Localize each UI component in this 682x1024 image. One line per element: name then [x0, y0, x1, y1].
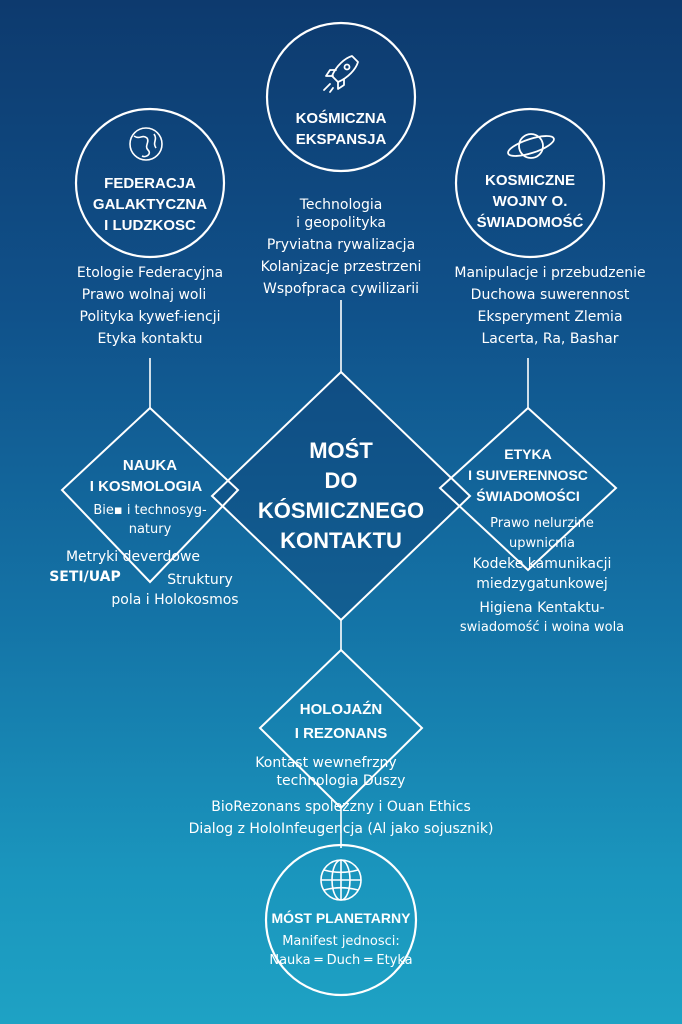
list-item: Wspofpraca cywilizarii [262, 281, 420, 297]
rocket-icon [324, 56, 358, 92]
list-item: Technologia [299, 197, 383, 213]
list-item: BioRezonans spolezzny i Ouan Ethics [211, 799, 471, 815]
left-mid-item: Metryki deverdowe [65, 549, 201, 565]
list-item: Pryviatna rywalizacja [266, 237, 416, 253]
list-item: Eksperyment Zlemia [477, 309, 623, 325]
right-top-title-line: ŚWIADOMOŚĆ [476, 214, 584, 231]
list-item: Duchowa suwerennost [470, 287, 630, 303]
list-item: Nauka ═ Duch ═ Etyka [269, 953, 413, 968]
center-title-line: MOŚT [309, 438, 373, 463]
center-title-line: KONTAKTU [280, 528, 402, 553]
list-item: Kontast wewnefrzny [255, 755, 397, 771]
right-top-title-line: WOJNY O. [492, 193, 568, 210]
left-top-list [50, 262, 250, 350]
right-mid-list [452, 514, 632, 638]
bottom-title: MÓST PLANETARNY [271, 910, 411, 926]
right-mid-title [458, 444, 598, 507]
bottom-mid-title [276, 698, 406, 746]
list-item: Dialog z HoloInfeugencja (Al jako sojusznik) [188, 821, 494, 837]
bottom-mid-title-line: I REZONANS [294, 725, 388, 742]
left-mid-item: pola i Holokosmos [111, 592, 239, 608]
right-mid-title-line: ETYKA [504, 446, 552, 462]
left-top-title-line: I LUDZKOSC [104, 217, 196, 234]
right-top-title [455, 170, 605, 233]
list-item: Etologie Federacyjna [76, 265, 224, 281]
left-top-title-line: FEDERACJA [104, 175, 196, 192]
list-item: miedzygatunkowej [476, 576, 608, 592]
globe-grid-icon [321, 860, 361, 900]
list-item: Higiena Kentaktu- [479, 600, 605, 616]
left-mid-item: Struktury [167, 572, 233, 588]
list-item: Prawo wolnaj woli [81, 287, 207, 303]
center-title-line: DO [324, 468, 358, 493]
left-mid-item: Bie▪ i technosyg- [93, 503, 207, 518]
right-top-title-line: KOSMICZNE [485, 172, 575, 189]
left-mid-title-line: I KOSMOLOGIA [89, 478, 203, 495]
planet-icon [506, 132, 556, 160]
list-item: Etyka kontaktu [97, 331, 203, 347]
top-title-line: EKSPANSJA [295, 131, 387, 148]
globe-icon [130, 128, 162, 160]
left-mid-item: SETI/UAP [49, 569, 121, 585]
list-item: upwnicnia [509, 536, 575, 551]
list-item: Manifest jednosci: [282, 934, 400, 949]
top-list [221, 194, 461, 300]
left-mid-title-line: NAUKA [122, 457, 178, 474]
list-item: Prawo nelurzine [490, 516, 594, 531]
top-title [266, 108, 416, 150]
list-item: Polityka kywef-iencji [79, 309, 221, 325]
left-mid-title [80, 455, 220, 497]
list-item: Manipulacje i przebudzenie [454, 265, 646, 281]
list-item: i geopolityka [296, 215, 386, 231]
center-title-line: KÓSMICZNEGO [257, 498, 425, 523]
right-mid-title-line: I SUIVERENNOSC [468, 467, 588, 483]
list-item: Kodeke kamunikacji [472, 556, 612, 572]
right-mid-title-line: ŚWIADOMOŚCI [476, 488, 580, 504]
left-top-title [75, 173, 225, 236]
list-item: Lacerta, Ra, Bashar [481, 331, 619, 347]
center-title [221, 436, 461, 556]
bottom-list [266, 932, 416, 970]
bottom-mid-list [141, 752, 541, 840]
list-item: Kolanjzacje przestrzeni [260, 259, 422, 275]
left-mid-item: natury [128, 522, 172, 537]
right-top-list [440, 262, 660, 350]
list-item: technologia Duszy [276, 773, 406, 789]
list-item: swiadomość i woina wola [459, 620, 625, 635]
bottom-mid-title-line: HOLOJAŹN [299, 701, 383, 718]
left-top-title-line: GALAKTYCZNA [92, 196, 208, 213]
top-title-line: KOŚMICZNA [295, 110, 387, 127]
